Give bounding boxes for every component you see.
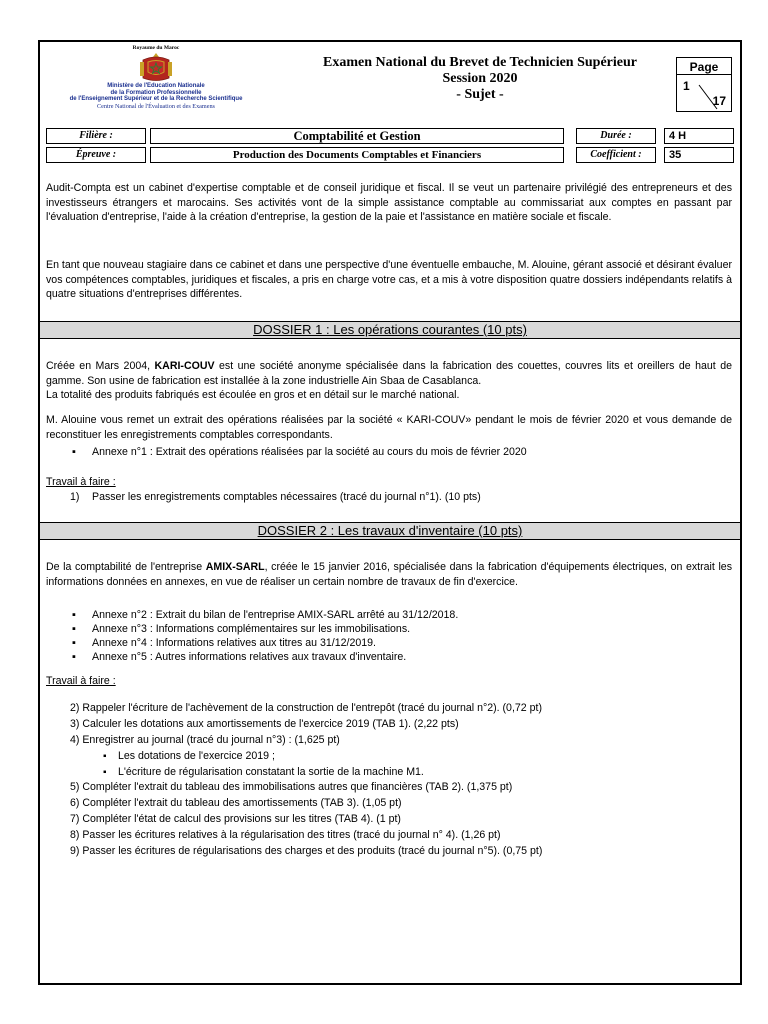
d2-task-2: 2) Rappeler l'écriture de l'achèvement de la construction de l'entrepôt (tracé du journal n°2). (0,72 pt) (70, 702, 542, 714)
d1-task-1-num: 1) (70, 491, 80, 503)
annexe-5: ▪ Annexe n°5 : Autres informations relatives aux travaux d'inventaire. (92, 651, 406, 664)
centre-label: Centre National de l'Évaluation et des Examens (97, 102, 215, 110)
epreuve-value: Production des Documents Comptables et Financiers (150, 147, 564, 163)
ministry-logo-block (46, 45, 266, 121)
annexe-1: ▪ Annexe n°1 : Extrait des opérations réalisées par la société au cours du mois de février 2020 (92, 446, 527, 459)
d2-p1-before: De la comptabilité de l'entreprise (46, 561, 206, 573)
intro-paragraph-1: Audit-Compta est un cabinet d'expertise comptable et de conseil juridique et fiscal. Il se veut un partenaire privilégié des entrepreneurs et des investisseurs étrangers et marocains. Ses activités vont de la simple assistance comptable au commissariat aux comptes en passant par l'évaluation d'entreprise, l'aide à la création d'entreprise, la gestion de la paie et l'assistance en matière sociale et fiscale. (46, 182, 732, 223)
annexe-4: ▪ Annexe n°4 : Informations relatives aux titres au 31/12/2019. (92, 637, 376, 650)
d1-travail-label: Travail à faire : (46, 476, 116, 488)
annexe-2: ▪ Annexe n°2 : Extrait du bilan de l'entreprise AMIX-SARL arrêté au 31/12/2018. (92, 609, 458, 622)
exam-title-line-1: Examen National du Brevet de Technicien Supérieur (323, 55, 637, 70)
d1-p1-before: Créée en Mars 2004, (46, 360, 155, 372)
intro-paragraph-2: En tant que nouveau stagiaire dans ce cabinet et dans une perspective d'une éventuelle embauche, M. Alouine, gérant associé et désirant évaluer vos compétences comptables, juridiques et fiscales, a pris en charge votre cas, et a mis à votre disposition quatre dossiers indépendants relatifs à quatre situations d'entreprises différentes. (46, 259, 732, 300)
d2-task-5: 5) Compléter l'extrait du tableau des immobilisations autres que financières (TAB 2). (1,375 pt) (70, 781, 513, 793)
d2-p1-after: , créée le 15 janvier 2016, spécialisée dans la fabrication d'équipements électriques, on extrait les informations données en annexes, en vue de réaliser un certain nombre de travaux de fin d'exercice. (46, 561, 732, 588)
d2-subtask-2: ▪ L'écriture de régularisation constatant la sortie de la machine M1. (118, 766, 424, 779)
exam-subject-label: - Sujet - (456, 87, 504, 102)
dossier-1-title: DOSSIER 1 : Les opérations courantes (10 pts) (253, 322, 527, 337)
exam-title (280, 55, 680, 103)
dossier-1-banner (40, 321, 740, 339)
d2-task-4: 4) Enregistrer au journal (tracé du journal n°3) : (1,625 pt) (70, 734, 340, 746)
dossier-2-banner (40, 522, 740, 540)
dossier-1-paragraph-1 (46, 359, 732, 388)
d2-task-6: 6) Compléter l'extrait du tableau des amortissements (TAB 3). (1,05 pt) (70, 797, 402, 809)
d2-task-3: 3) Calculer les dotations aux amortissements de l'exercice 2019 (TAB 1). (2,22 pts) (70, 718, 459, 730)
dossier-1-paragraph-1b: La totalité des produits fabriqués est écoulée en gros et en détail sur le marché national. (46, 389, 460, 401)
duree-value: 4 H (664, 128, 734, 144)
annexe-3: ▪ Annexe n°3 : Informations complémentaires sur les immobilisations. (92, 623, 410, 636)
d2-task-9: 9) Passer les écritures de régularisations des charges et des produits (tracé du journal n°5). (0,75 pt) (70, 845, 543, 857)
company-amix-sarl: AMIX-SARL (205, 561, 265, 573)
ministry-line-1: Ministère de l'Education Nationale (107, 83, 205, 89)
coefficient-value: 35 (664, 147, 734, 163)
d2-task-8: 8) Passer les écritures relatives à la régularisation des titres (tracé du journal n° 4). (1,26 pt) (70, 829, 501, 841)
d2-task-7: 7) Compléter l'état de calcul des provisions sur les titres (TAB 4). (1 pt) (70, 813, 401, 825)
ministry-line-2: de la Formation Professionnelle (110, 89, 202, 96)
coat-of-arms-icon (139, 52, 173, 82)
d1-task-1: Passer les enregistrements comptables nécessaires (tracé du journal n°1). (10 pts) (92, 491, 481, 503)
dossier-2-paragraph-1 (46, 560, 732, 589)
d2-subtask-1: ▪ Les dotations de l'exercice 2019 ; (118, 750, 275, 763)
page-label: Page (689, 60, 719, 74)
duree-label: Durée : (576, 128, 656, 144)
d2-travail-label: Travail à faire : (46, 675, 116, 687)
exam-session: Session 2020 (442, 71, 518, 86)
epreuve-label: Épreuve : (46, 147, 146, 163)
kingdom-label: Royaume du Maroc (132, 45, 180, 51)
dossier-1-paragraph-2: M. Alouine vous remet un extrait des opérations réalisées par la société « KARI-COUV» pendant le mois de février 2020 et vous demande de reconstituer les enregistrements comptables correspondants. (46, 414, 732, 441)
d1-p1-after: est une société anonyme spécialisée dans la fabrication des couettes, couvres lits et oreillers de haut de gamme. Son usine de fabrication est installée à la zone industrielle Ain Sbaa de Casablanca. (46, 360, 732, 387)
ministry-line-3: de l'Enseignement Supérieur et de la Recherche Scientifique (69, 96, 243, 103)
page-counter (676, 57, 732, 112)
dossier-2-title: DOSSIER 2 : Les travaux d'inventaire (10 pts) (257, 523, 523, 538)
page-total: 17 (712, 94, 726, 108)
filiere-value: Comptabilité et Gestion (150, 128, 564, 144)
filiere-label: Filière : (46, 128, 146, 144)
company-kari-couv: KARI-COUV (154, 360, 215, 372)
page-number: 1 (683, 79, 690, 93)
coefficient-label: Coefficient : (576, 147, 656, 163)
